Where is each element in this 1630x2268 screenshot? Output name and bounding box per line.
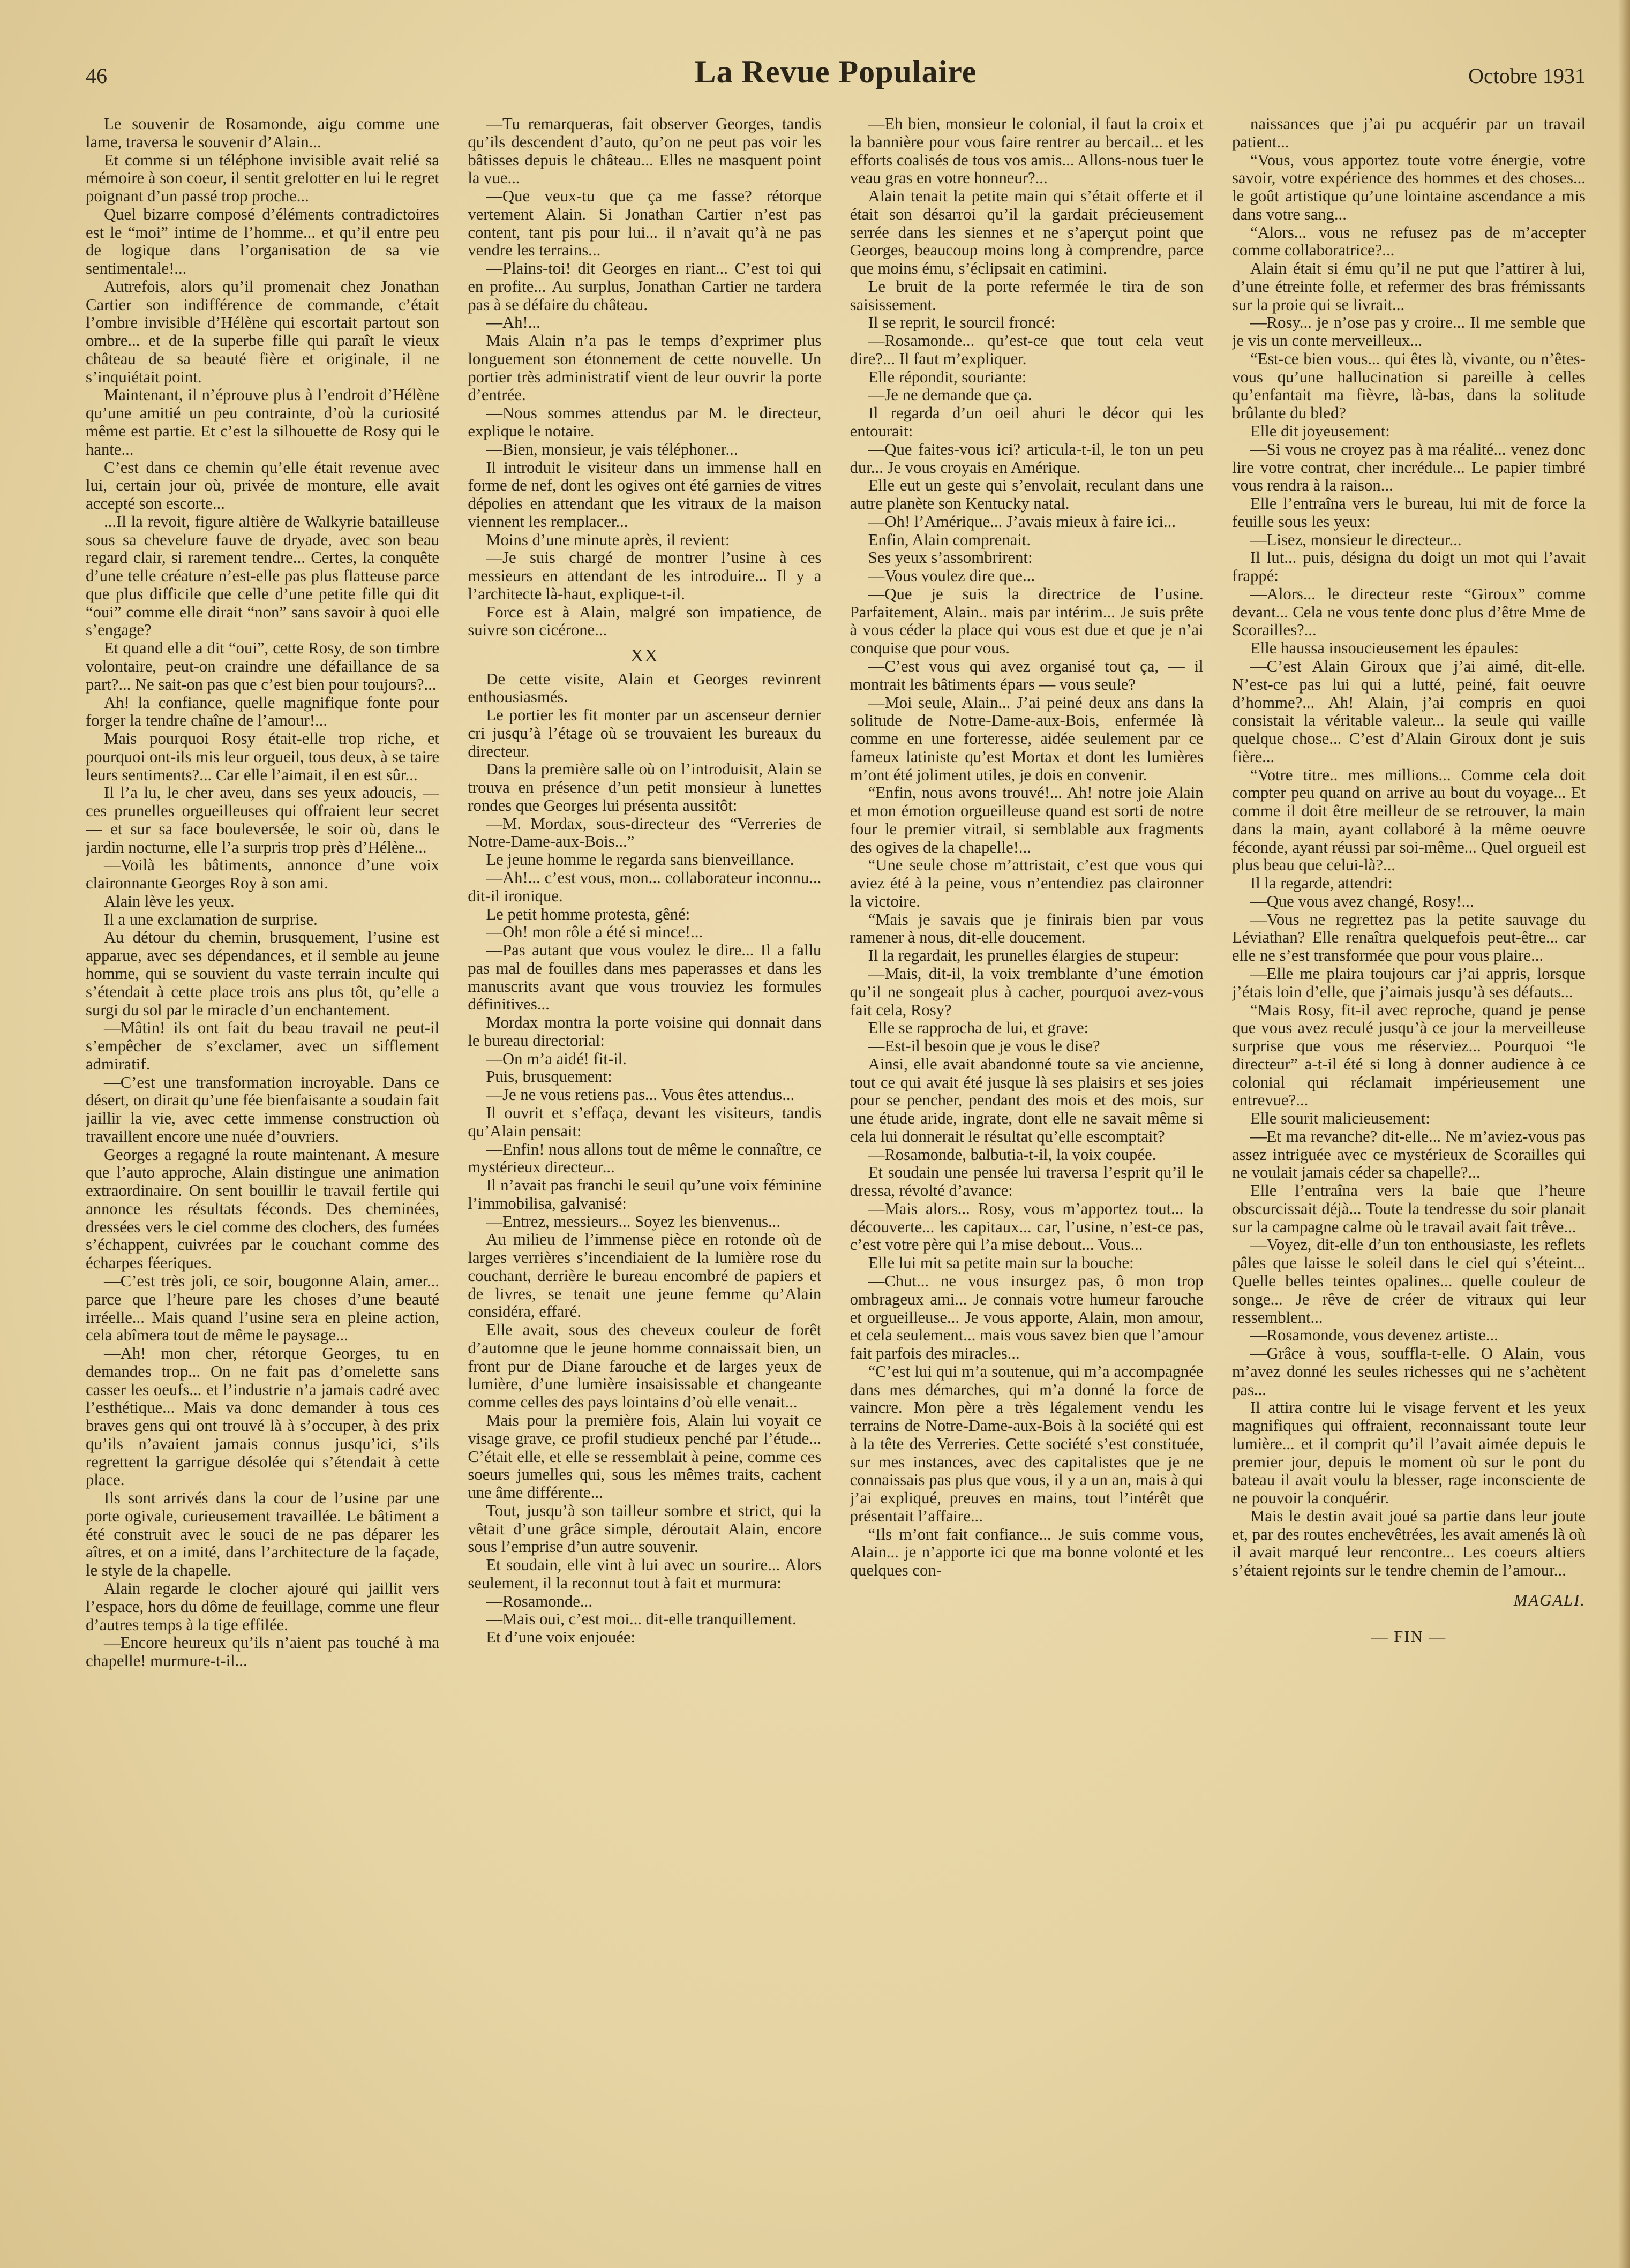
paragraph: Au milieu de l’immense pièce en rotonde où de larges verrières s’incendiaient de la lumière rose du couchant, derrière le bureau encombré de papiers et de livres, se tenait une jeune femme qu’Alain considéra, effaré. xyxy=(468,1230,822,1321)
paragraph: —Rosy... je n’ose pas y croire... Il me semble que je vis un conte merveilleux... xyxy=(1231,313,1586,350)
paragraph: ...Il la revoit, figure altière de Walkyrie batailleuse sous sa chevelure fauve de dryade, avec son beau regard clair, si rarement tendre... Certes, la conquête d’une telle créature n’est-elle pas plus flatteuse parce que plus difficile que celle d’une petite fille qui dit “oui” comme elle dirait “non” sans savoir à quoi elle s’engage? xyxy=(86,512,439,639)
paragraph: —Je suis chargé de montrer l’usine à ces messieurs en attendant de les introduire... Il y a l’architecte là-haut, explique-t-il. xyxy=(468,548,822,603)
paragraph: —Ah!... xyxy=(486,313,540,332)
chapter-number: XX xyxy=(630,646,659,666)
paragraph: “Votre titre.. mes millions... Comme cela doit compter peu quand on arrive au bout du voyage... Et comme il doit être meilleur de se retrouver, la main dans la main, ayant collaboré à la même oeuvre féconde, ayant réussi par soi-même... Quel orgueil est plus beau que celui-là?... xyxy=(1231,765,1586,875)
paragraph: Il regarda d’un oeil ahuri le décor qui les entourait: xyxy=(850,404,1204,441)
article-columns xyxy=(86,115,1586,2204)
paragraph: Le portier les fit monter par un ascenseur dernier cri jusqu’à l’étage où se trouvaient les bureaux du directeur. xyxy=(468,706,822,760)
paragraph: Enfin, Alain comprenait. xyxy=(868,530,1031,549)
paragraph: —Vous voulez dire que... xyxy=(868,567,1035,585)
issue-date: Octobre 1931 xyxy=(1468,64,1586,88)
paragraph: Puis, brusquement: xyxy=(486,1067,612,1086)
paragraph: Il la regarde, attendri: xyxy=(1250,874,1393,893)
paragraph: —Rosamonde, balbutia-t-il, la voix coupée. xyxy=(868,1145,1156,1164)
paragraph: naissances que j’ai pu acquérir par un travail patient... xyxy=(1231,115,1586,151)
paragraph: —Ah!... c’est vous, mon... collaborateur inconnu... dit-il ironique. xyxy=(468,869,822,905)
paragraph: Mais pour la première fois, Alain lui voyait ce visage grave, ce profil studieux penché par l’étude... C’était elle, et elle se ressemblait à peine, comme ces soeurs jumelles qui, sous les mêmes traits, cachent une âme différente... xyxy=(468,1411,822,1502)
paragraph: —Mais, dit-il, la voix tremblante d’une émotion qu’il ne songeait plus à cacher, pourquoi avez-vous fait cela, Rosy? xyxy=(850,964,1204,1019)
paragraph: “Alors... vous ne refusez pas de m’accepter comme collaboratrice?... xyxy=(1231,223,1586,260)
paragraph: Elle l’entraîna vers la baie que l’heure obscurcissait déjà... Toute la tendresse du soir planait sur la campagne calme où le travail avait fait trêve... xyxy=(1231,1181,1586,1236)
paragraph: Le petit homme protesta, gêné: xyxy=(486,905,690,923)
paragraph: —Tu remarqueras, fait observer Georges, tandis qu’ils descendent d’auto, qu’on ne peut pas voir les bâtisses depuis le château... Elles ne masquent point la vue... xyxy=(468,115,822,187)
paragraph: —Elle me plaira toujours car j’ai appris, lorsque j’étais loin d’elle, que j’aimais jusqu’à ses défauts... xyxy=(1231,964,1586,1001)
paragraph: —Que faites-vous ici? articula-t-il, le ton un peu dur... Je vous croyais en Amérique. xyxy=(850,440,1204,477)
paragraph: Il introduit le visiteur dans un immense hall en forme de nef, dont les ogives ont été garnies de vitres dépolies en attendant que les vitraux de la maison viennent les remplacer... xyxy=(468,458,822,531)
paragraph: Le jeune homme le regarda sans bienveillance. xyxy=(486,850,794,869)
paragraph: Mais Alain n’a pas le temps d’exprimer plus longuement son étonnement de cette nouvelle. Un portier très administratif vient de leur ouvrir la porte d’entrée. xyxy=(468,331,822,404)
paragraph: —On m’a aidé! fit-il. xyxy=(486,1049,627,1068)
paragraph: Elle eut un geste qui s’envolait, reculant dans une autre planète son Kentucky natal. xyxy=(850,476,1204,513)
paragraph: Il a une exclamation de surprise. xyxy=(104,910,318,929)
paragraph: —Lisez, monsieur le directeur... xyxy=(1250,530,1462,549)
paragraph: —C’est très joli, ce soir, bougonne Alain, amer... parce que l’heure pare les choses d’une beauté irréelle... Mais quand l’usine sera en pleine action, cela abîmera tout de même le paysage... xyxy=(86,1272,439,1345)
paragraph: —Encore heureux qu’ils n’aient pas touché à ma chapelle! murmure-t-il... xyxy=(86,1633,439,1670)
paragraph: Ah! la confiance, quelle magnifique fonte pour forger la tendre chaîne de l’amour!... xyxy=(86,693,439,730)
paragraph: Elle lui mit sa petite main sur la bouche: xyxy=(868,1254,1134,1272)
paragraph: Autrefois, alors qu’il promenait chez Jonathan Cartier son indifférence de commande, c’était l’ombre invisible d’Hélène qui escortait partout son ombre... et de la superbe fille qui paraît le vieux château de sa beauté fière et originale, il ne s’inquiétait point. xyxy=(86,277,439,386)
paragraph: “Mais Rosy, fit-il avec reproche, quand je pense que vous avez reculé jusqu’à ce jour la merveilleuse surprise que vous me réserviez... Pourquoi “le directeur” a-t-il été si long à donner audience à ce colonial qui réclamait impérieusement une entrevue?... xyxy=(1231,1000,1586,1110)
paragraph: “Mais je savais que je finirais bien par vous ramener à nous, dit-elle doucement. xyxy=(850,910,1204,947)
paragraph: —Voyez, dit-elle d’un ton enthousiaste, les reflets pâles que laisse le soleil dans le ciel qui s’éteint... Quelle belles teintes opalines... quelle couleur de songe... Je rêve de créer de vitraux qui leur ressemblent... xyxy=(1231,1235,1586,1327)
article-column-1 xyxy=(86,115,439,2204)
paragraph: —Enfin! nous allons tout de même le connaître, ce mystérieux directeur... xyxy=(468,1140,822,1177)
paragraph: —M. Mordax, sous-directeur des “Verreries de Notre-Dame-aux-Bois...” xyxy=(468,814,822,851)
paragraph: Ils sont arrivés dans la cour de l’usine par une porte ogivale, curieusement travaillée. Le bâtiment a été construit avec le souci de ne pas déparer les aîtres, et on a imité, dans l’architecture de la façade, le style de la chapelle. xyxy=(86,1489,439,1580)
paragraph: —Rosamonde, vous devenez artiste... xyxy=(1250,1326,1498,1345)
paragraph: —Ah! mon cher, rétorque Georges, tu en demandes trop... On ne fait pas d’omelette sans casser les oeufs... et l’industrie n’a jamais cadré avec l’esthétique... Mais va donc demander à tous ces braves gens qui ont trouvé là à s’occuper, à des prix qu’ils n’avaient jamais connus jusqu’ici, s’ils regrettent la garrigue désolée qui s’étendait à cette place. xyxy=(86,1344,439,1489)
paragraph: Il l’a lu, le cher aveu, dans ses yeux adoucis, — ces prunelles orgueilleuses qui offraient leur secret — et sur sa face bouleversée, le soir où, dans le jardin nocturne, elle l’a surpris trop près d’Hélène... xyxy=(86,783,439,856)
paragraph: Alain lève les yeux. xyxy=(104,892,235,910)
paragraph: —Grâce à vous, souffla-t-elle. O Alain, vous m’avez donné les seules richesses qui ne s’achètent pas... xyxy=(1231,1344,1586,1399)
paragraph: Elle avait, sous des cheveux couleur de forêt d’automne que le jeune homme connaissait bien, un front pur de Diane farouche et de larges yeux de lumière, d’une lumière insaisissable et changeante comme celles des pays lointains d’où elle venait... xyxy=(468,1321,822,1412)
paragraph: Il la regardait, les prunelles élargies de stupeur: xyxy=(868,946,1180,965)
paragraph: —Nous sommes attendus par M. le directeur, explique le notaire. xyxy=(468,404,822,441)
paragraph: —Oh! mon rôle a été si mince!... xyxy=(486,923,703,941)
paragraph: Georges a regagné la route maintenant. A mesure que l’auto approche, Alain distingue une animation extraordinaire. On sent bouillir le travail fertile qui annonce les résultats féconds. Des cheminées, dressées vers le ciel comme des clochers, des fumées s’échappent, cuivrées par le couchant comme des écharpes féeriques. xyxy=(86,1145,439,1272)
paragraph: Ainsi, elle avait abandonné toute sa vie ancienne, tout ce qui avait été jusque là ses plaisirs et ses joies pour se pencher, pendant des mois et des mois, sur une étude aride, ingrate, dont elle ne savait même si cela lui donnerait le résultat qu’elle escomptait? xyxy=(850,1054,1204,1146)
paragraph: —Que je suis la directrice de l’usine. Parfaitement, Alain.. mais par intérim... Je suis prête à vous céder la place qui vous est due et que je n’ai conquise que pour vous. xyxy=(850,584,1204,658)
paragraph: Le souvenir de Rosamonde, aigu comme une lame, traversa le souvenir d’Alain... xyxy=(86,115,439,151)
paragraph: Il lut... puis, désigna du doigt un mot qui l’avait frappé: xyxy=(1231,548,1586,585)
paragraph: Et d’une voix enjouée: xyxy=(486,1628,635,1647)
paragraph: Et quand elle a dit “oui”, cette Rosy, de son timbre volontaire, peut-on craindre une défaillance de sa part?... Ne sait-on pas que c’est bien pour toujours?... xyxy=(86,639,439,694)
paragraph: —Rosamonde... xyxy=(486,1592,592,1610)
page-header xyxy=(86,54,1586,96)
paragraph: —Vous ne regrettez pas la petite sauvage du Léviathan? Elle renaîtra quelquefois peut-être... car elle ne s’est transformée que pour vous plaire... xyxy=(1231,910,1586,965)
paragraph: Et comme si un téléphone invisible avait relié sa mémoire à son coeur, il sentit grelotter en lui le regret poignant d’un passé trop proche... xyxy=(86,150,439,206)
article-column-2 xyxy=(468,115,821,2204)
paragraph: Il se reprit, le sourcil froncé: xyxy=(868,313,1056,332)
paragraph: Quel bizarre composé d’éléments contradictoires est le “moi” intime de l’homme... et qu’il entre peu de logique dans l’organisation de sa vie sentimentale!... xyxy=(86,205,439,278)
paragraph: “Une seule chose m’attristait, c’est que vous qui aviez été à la peine, vous n’entendiez pas claironner la victoire. xyxy=(850,856,1204,910)
paragraph: —Chut... ne vous insurgez pas, ô mon trop ombrageux ami... Je connais votre humeur farouche et orgueilleuse... Je vous apporte, Alain, mon amour, et cela seulement... mais vous savez bien que l’amour fait parfois des miracles... xyxy=(850,1272,1204,1363)
paragraph: —Plains-toi! dit Georges en riant... C’est toi qui en profite... Au surplus, Jonathan Cartier ne tardera pas à se défaire du château. xyxy=(468,259,822,314)
paragraph: De cette visite, Alain et Georges revinrent enthousiasmés. xyxy=(468,669,822,706)
paragraph: “Est-ce bien vous... qui êtes là, vivante, ou n’êtes-vous qu’une hallucination si pareille à celles qu’enfantait ma fièvre, là-bas, dans la solitude brûlante du bled? xyxy=(1231,349,1586,423)
paragraph: Dans la première salle où on l’introduisit, Alain se trouva en présence d’un petit monsieur à lunettes rondes que Georges lui présenta aussitôt: xyxy=(468,760,822,815)
paragraph: —C’est une transformation incroyable. Dans ce désert, on dirait qu’une fée bienfaisante a soudain fait jaillir la vie, avec cette immense construction où travaillent encore une nuée d’ouvriers. xyxy=(86,1073,439,1146)
paragraph: —Est-il besoin que je vous le dise? xyxy=(868,1037,1100,1056)
paragraph: Maintenant, il n’éprouve plus à l’endroit d’Hélène qu’une amitié un peu contrainte, d’où la curiosité même est partie. Et c’est la silhouette de Rosy qui le hante... xyxy=(86,386,439,458)
paragraph: Au détour du chemin, brusquement, l’usine est apparue, avec ses dépendances, et il semble au jeune homme, qui se souvient du vaste terrain inculte qui s’étendait à cette place trois ans plus tôt, qu’elle a surgi du sol par le miracle d’un enchantement. xyxy=(86,928,439,1019)
paragraph: —Que veux-tu que ça me fasse? rétorque vertement Alain. Si Jonathan Cartier n’est pas content, tant pis pour lui... il n’avait qu’à ne pas vendre les terrains... xyxy=(468,187,822,260)
paragraph: Elle dit joyeusement: xyxy=(1250,422,1390,441)
paragraph: Force est à Alain, malgré son impatience, de suivre son cicérone... xyxy=(468,602,822,639)
paragraph: Alain était si ému qu’il ne put que l’attirer à lui, d’une étreinte folle, et refermer des bras frémissants sur la proie qui se livrait... xyxy=(1231,259,1586,314)
paragraph: Et soudain une pensée lui traversa l’esprit qu’il le dressa, révolté d’avance: xyxy=(850,1163,1204,1200)
paragraph: Alain regarde le clocher ajouré qui jaillit vers l’espace, hors du dôme de feuillage, comme une fleur d’autres temps à la tige effilée. xyxy=(86,1579,439,1634)
article-column-3 xyxy=(850,115,1204,2204)
paragraph: —Mais oui, c’est moi... dit-elle tranquillement. xyxy=(486,1610,797,1629)
paragraph: Alain tenait la petite main qui s’était offerte et il était son désarroi qu’il la gardait précieusement serrée dans les siennes et ne s’aperçut point que Georges, beaucoup moins long à comprendre, parce que moins ému, s’éclipsait en catimini. xyxy=(850,187,1204,278)
paragraph: —Je ne vous retiens pas... Vous êtes attendus... xyxy=(486,1086,795,1104)
paragraph: Elle l’entraîna vers le bureau, lui mit de force la feuille sous les yeux: xyxy=(1231,494,1586,531)
paragraph: —C’est vous qui avez organisé tout ça, — il montrait les bâtiments épars — vous seule? xyxy=(850,657,1204,694)
paragraph: —Mâtin! ils ont fait du beau travail ne peut-il s’empêcher de s’exclamer, avec un sifflement admiratif. xyxy=(86,1019,439,1073)
page-edge-shadow xyxy=(1618,0,1630,2268)
paragraph: —Pas autant que vous voulez le dire... Il a fallu pas mal de fouilles dans mes paperasses et dans les manuscrits avant que vous trouviez les formules définitives... xyxy=(468,941,822,1014)
paragraph: “C’est lui qui m’a soutenue, qui m’a accompagnée dans mes démarches, qui m’a donné la force de vaincre. Mon père a très légalement vendu les terrains de Notre-Dame-aux-Bois à la société qui est à la tête des Verreries. Cette société s’est constituée, sur mes instances, avec des capitalistes que je ne connaissais pas plus que vous, il y a un an, mais à qui j’ai expliqué, preuves en mains, tout l’intérêt que présentait l’affaire... xyxy=(850,1362,1204,1525)
paragraph: —Entrez, messieurs... Soyez les bienvenus... xyxy=(486,1212,781,1231)
paragraph: Tout, jusqu’à son tailleur sombre et strict, qui la vêtait d’une grâce simple, déroutait Alain, encore sous l’emprise d’un autre souvenir. xyxy=(468,1501,822,1556)
paragraph: —Eh bien, monsieur le colonial, il faut la croix et la bannière pour vous faire rentrer au bercail... et les efforts coalisés de tous vos amis... Allons-nous tuer le veau gras en votre honneur?... xyxy=(850,115,1204,187)
paragraph: C’est dans ce chemin qu’elle était revenue avec lui, certain jour où, privée de monture, elle avait accepté son escorte... xyxy=(86,458,439,513)
paragraph: —Rosamonde... qu’est-ce que tout cela veut dire?... Il faut m’expliquer. xyxy=(850,331,1204,368)
paragraph: Mais le destin avait joué sa partie dans leur joute et, par des routes enchevêtrées, les avait amenés là où il avait marqué leur rencontre... Les coeurs altiers s’étaient rejoints sur le tendre chemin de l’amour... xyxy=(1231,1506,1586,1580)
paragraph: —Voilà les bâtiments, annonce d’une voix claironnante Georges Roy à son ami. xyxy=(86,856,439,893)
paragraph: Mais pourquoi Rosy était-elle trop riche, et pourquoi ont-ils mis leur orgueil, tous deux, à se taire leurs sentiments?... Car elle l’aimait, il en est sûr... xyxy=(86,729,439,784)
journal-title: La Revue Populaire xyxy=(694,54,977,89)
paragraph: —Mais alors... Rosy, vous m’apportez tout... la découverte... les capitaux... car, l’usine, n’est-ce pas, c’est votre père qui l’a mise debout... Vous... xyxy=(850,1199,1204,1254)
paragraph: Il ouvrit et s’effaça, devant les visiteurs, tandis qu’Alain pensait: xyxy=(468,1103,822,1140)
paragraph: —Alors... le directeur reste “Giroux” comme devant... Cela ne vous tente donc plus d’être Mme de Scorailles?... xyxy=(1231,584,1586,639)
paragraph: —Moi seule, Alain... J’ai peiné deux ans dans la solitude de Notre-Dame-aux-Bois, enfermée là comme en une forteresse, aidée seulement par ce fameux latiniste qu’est Mortax et dont les lumières m’ont été joliment utiles, je dois en convenir. xyxy=(850,693,1204,784)
paragraph: Elle se rapprocha de lui, et grave: xyxy=(868,1019,1089,1037)
paragraph: —Bien, monsieur, je vais téléphoner... xyxy=(486,440,738,458)
paragraph: Mordax montra la porte voisine qui donnait dans le bureau directorial: xyxy=(468,1013,822,1050)
paragraph: —Que vous avez changé, Rosy!... xyxy=(1250,892,1474,910)
paragraph: “Ils m’ont fait confiance... Je suis comme vous, Alain... je n’apporte ici que ma bonne volonté et les quelques con- xyxy=(850,1525,1204,1580)
author-signature: MAGALI. xyxy=(1513,1591,1586,1610)
paragraph: Le bruit de la porte refermée le tira de son saisissement. xyxy=(850,277,1204,314)
paragraph: Elle haussa insoucieusement les épaules: xyxy=(1250,639,1519,658)
paragraph: Il attira contre lui le visage fervent et les yeux magnifiques qui offraient, reconnaissant toute leur lumière... et il comprit qu’il l’avait aimée depuis le premier jour, depuis le moment où sur le pont du bateau il avait voulu la blesser, rage inconsciente de ne pouvoir la conquérir. xyxy=(1231,1398,1586,1508)
paragraph: Elle répondit, souriante: xyxy=(868,367,1027,386)
page-number: 46 xyxy=(86,64,107,88)
paragraph: —C’est Alain Giroux que j’ai aimé, dit-elle. N’est-ce pas lui qui a lutté, peiné, fait oeuvre d’homme?... Ah! Alain, j’ai compris en quoi consistait la véritable valeur... la seule qui vaille quelque chose... C’est d’Alain Giroux dont je suis fière... xyxy=(1231,657,1586,766)
paragraph: Il n’avait pas franchi le seuil qu’une voix féminine l’immobilisa, galvanisé: xyxy=(468,1176,822,1212)
paragraph: “Enfin, nous avons trouvé!... Ah! notre joie Alain et mon émotion orgueilleuse quand est sorti de notre four le premier vitrail, si semblable aux fragments des ogives de la chapelle!... xyxy=(850,783,1204,856)
article-column-4 xyxy=(1232,115,1586,2204)
paragraph: Moins d’une minute après, il revient: xyxy=(486,530,730,549)
paragraph: —Si vous ne croyez pas à ma réalité... venez donc lire votre contrat, cher incrédule... Le papier timbré vous rendra à la raison... xyxy=(1231,440,1586,495)
paragraph: Ses yeux s’assombrirent: xyxy=(868,548,1033,567)
paragraph: Et soudain, elle vint à lui avec un sourire... Alors seulement, il la reconnut tout à fait et murmura: xyxy=(468,1556,822,1592)
end-mark: — FIN — xyxy=(1371,1627,1447,1646)
paragraph: Elle sourit malicieusement: xyxy=(1250,1109,1430,1128)
paragraph: —Je ne demande que ça. xyxy=(868,386,1032,404)
paragraph: —Et ma revanche? dit-elle... Ne m’aviez-vous pas assez intriguée avec ce mystérieux de Scorailles qui ne voulait jamais céder sa chapelle?... xyxy=(1231,1127,1586,1182)
paragraph: —Oh! l’Amérique... J’avais mieux à faire ici... xyxy=(868,512,1176,531)
paragraph: “Vous, vous apportez toute votre énergie, votre savoir, votre expérience des hommes et des choses... le goût artistique qu’une lointaine ascendance a mis dans votre sang... xyxy=(1231,150,1586,223)
